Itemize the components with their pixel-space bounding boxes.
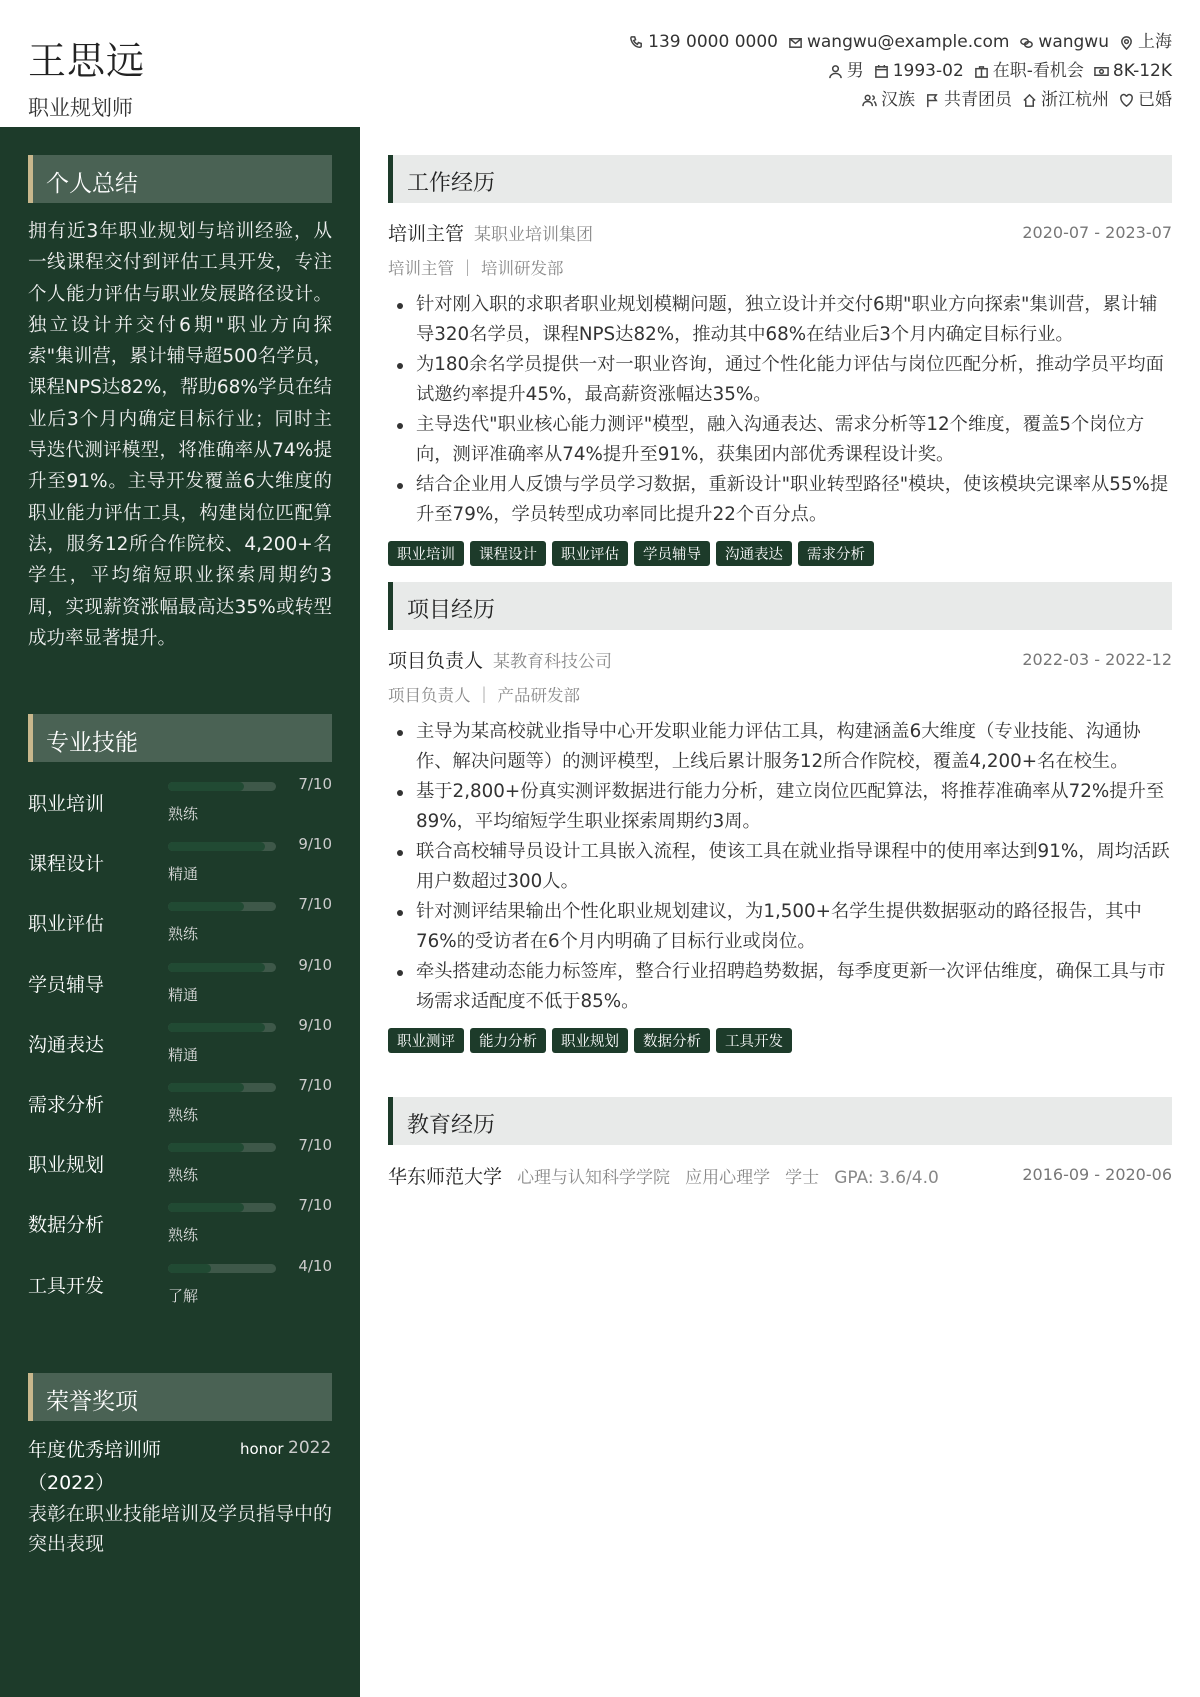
resume-header: [0, 0, 1200, 127]
skill-item: [28, 956, 332, 1016]
skill-bar: [168, 1203, 276, 1212]
skill-bar-fill: [168, 1023, 265, 1032]
skill-tag: 沟通表达: [716, 541, 792, 566]
skill-item: [28, 775, 332, 835]
contact-info: [629, 28, 1172, 115]
skill-tag: 学员辅导: [634, 541, 710, 566]
honor-name: 年度优秀培训师（2022）: [28, 1439, 162, 1494]
education-heading: 教育经历: [388, 1097, 1172, 1145]
email-item: wangwu@example.com: [788, 28, 1009, 57]
skill-item: [28, 1257, 332, 1317]
birth-item: 1993-02: [874, 57, 964, 86]
skill-level: 熟练: [168, 925, 199, 944]
bullet-item: 主导为某高校就业指导中心开发职业能力评估工具，构建涵盖6大维度（专业技能、沟通协作、解决问题等）的测评模型，上线后累计服务12所合作院校，覆盖4,200+名在校生。: [416, 717, 1172, 777]
project-tags: [388, 1028, 1172, 1053]
people-icon: [862, 93, 877, 108]
skill-level: 熟练: [168, 1226, 199, 1245]
mail-icon: [788, 35, 803, 50]
project-role: 项目负责人: [388, 650, 484, 672]
skill-bar-fill: [168, 963, 265, 972]
skill-score: 7/10: [298, 1076, 332, 1094]
status-item: 在职-看机会: [974, 57, 1084, 86]
money-icon: [1094, 64, 1109, 79]
heart-icon: [1119, 93, 1134, 108]
skill-score: 7/10: [298, 1136, 332, 1155]
project-department: 项目负责人 ｜ 产品研发部: [388, 686, 580, 705]
skill-bar-fill: [168, 1264, 211, 1273]
skill-bar: [168, 842, 276, 851]
bullet-item: 基于2,800+份真实测评数据进行能力分析，建立岗位匹配算法，将推荐准确率从72%提升至89%，平均缩短学生职业探索周期约3周。: [416, 777, 1172, 837]
wechat-icon: [1019, 35, 1034, 50]
skill-tag: 能力分析: [470, 1028, 546, 1053]
home-icon: [1022, 93, 1037, 108]
skill-name: 学员辅导: [28, 973, 105, 996]
bullet-item: 为180余名学员提供一对一职业咨询，通过个性化能力评估与岗位匹配分析，推动学员平均面试邀约率提升45%，最高薪资涨幅达35%。: [416, 350, 1172, 410]
skill-score: 9/10: [298, 955, 332, 974]
skill-level: 精通: [168, 1045, 199, 1064]
skill-bar: [168, 782, 276, 791]
phone-item: 139 0000 0000: [629, 28, 778, 57]
skill-item: [28, 895, 332, 955]
honor-tag: honor: [240, 1440, 284, 1458]
wechat-item: wangwu: [1019, 28, 1109, 57]
work-heading: 工作经历: [388, 155, 1172, 203]
project-entry: [388, 646, 1172, 1053]
summary-heading: 个人总结: [28, 155, 332, 203]
skill-level: 熟练: [168, 805, 199, 823]
political-item: 共青团员: [925, 86, 1012, 115]
calendar-icon: [874, 64, 889, 79]
project-bullets: [388, 717, 1172, 1017]
skill-tag: 职业规划: [552, 1028, 628, 1053]
skill-tag: 职业培训: [388, 541, 464, 566]
skill-tag: 职业测评: [388, 1028, 464, 1053]
person-icon: [828, 64, 843, 79]
skill-bar: [168, 1023, 276, 1032]
edu-gpa: GPA: 3.6/4.0: [834, 1168, 939, 1188]
skill-name: 职业培训: [28, 793, 105, 815]
bullet-item: 结合企业用人反馈与学员学习数据，重新设计"职业转型路径"模块，使该模块完课率从55%提升至79%，学员转型成功率同比提升22个百分点。: [416, 470, 1172, 530]
city-item: 上海: [1119, 28, 1172, 57]
skill-bar-fill: [168, 1143, 244, 1152]
work-tags: [388, 541, 1172, 566]
skill-tag: 需求分析: [798, 541, 874, 566]
edu-major: 应用心理学: [685, 1168, 771, 1188]
skill-score: 7/10: [298, 895, 332, 914]
skill-level: 精通: [168, 985, 199, 1004]
skill-score: 9/10: [298, 835, 332, 854]
edu-college: 心理与认知科学学院: [517, 1168, 671, 1188]
honors-heading: 荣誉奖项: [28, 1373, 332, 1421]
project-company: 某教育科技公司: [493, 652, 613, 672]
skill-item: [28, 1136, 332, 1196]
candidate-name: 王思远: [28, 39, 146, 83]
skill-level: 精通: [168, 865, 199, 884]
bullet-item: 牵头搭建动态能力标签库，整合行业招聘趋势数据，每季度更新一次评估维度，确保工具与市场需求适配度不低于85%。: [416, 957, 1172, 1017]
skill-item: [28, 1016, 332, 1076]
skill-level: 了解: [168, 1286, 199, 1305]
salary-item: 8K-12K: [1094, 57, 1172, 86]
skill-bar: [168, 1083, 276, 1092]
sidebar: [0, 127, 360, 1697]
skill-bar-fill: [168, 782, 244, 791]
honor-description: 表彰在职业技能培训及学员指导中的突出表现: [28, 1503, 333, 1555]
skill-item: [28, 835, 332, 895]
project-heading: 项目经历: [388, 582, 1172, 630]
skills-heading: 专业技能: [28, 714, 332, 762]
skill-tag: 职业评估: [552, 541, 628, 566]
skill-tag: 课程设计: [470, 541, 546, 566]
location-pin-icon: [1119, 35, 1134, 50]
ethnicity-item: 汉族: [862, 86, 915, 115]
skill-name: 数据分析: [28, 1214, 105, 1237]
skill-name: 工具开发: [28, 1274, 105, 1297]
skill-bar-fill: [168, 902, 244, 911]
skill-score: 4/10: [298, 1256, 332, 1275]
flag-icon: [925, 93, 940, 108]
bullet-item: 针对刚入职的求职者职业规划模糊问题，独立设计并交付6期"职业方向探索"集训营，累计辅导320名学员，课程NPS达82%，推动其中68%在结业后3个月内确定目标行业。: [416, 290, 1172, 350]
skill-name: 需求分析: [28, 1094, 105, 1116]
job-title: 职业规划师: [28, 96, 133, 120]
skill-tag: 工具开发: [716, 1028, 792, 1053]
summary-text: 拥有近3年职业规划与培训经验，从一线课程交付到评估工具开发，专注个人能力评估与职业发展路径设计。独立设计并交付6期"职业方向探索"集训营，累计辅导超500名学员，课程NPS达82%，帮助68%学员在结业后3个月内确定目标行业；同时主导迭代测评模型，将准确率从74%提升至91%。主导开发覆盖6大维度的职业能力评估工具，构建岗位匹配算法，服务12所合作院校、4,200+名学生，平均缩短职业探索周期约3周，实现薪资涨幅最高达35%或转型成功率显著提升。: [28, 221, 332, 649]
work-department: 培训主管 ｜ 培训研发部: [388, 259, 564, 278]
work-company: 某职业培训集团: [474, 225, 594, 245]
skill-level: 熟练: [168, 1106, 199, 1124]
skill-score: 9/10: [298, 1015, 332, 1034]
edu-school: 华东师范大学: [388, 1166, 503, 1188]
hometown-item: 浙江杭州: [1022, 86, 1109, 115]
work-entry: [388, 219, 1172, 566]
skill-name: 职业评估: [28, 913, 105, 936]
skill-bar: [168, 1264, 276, 1273]
skill-name: 沟通表达: [28, 1033, 105, 1056]
skill-bar-fill: [168, 842, 265, 851]
skill-score: 7/10: [298, 1196, 332, 1215]
skill-name: 课程设计: [28, 853, 105, 876]
education-entry: [388, 1162, 1172, 1189]
work-bullets: [388, 290, 1172, 530]
work-role: 培训主管: [388, 223, 465, 245]
honor-year: 2022: [288, 1438, 332, 1458]
skill-level: 熟练: [168, 1166, 199, 1185]
gender-item: 男: [828, 57, 864, 86]
work-date: 2020-07 - 2023-07: [1022, 223, 1172, 242]
edu-date: 2016-09 - 2020-06: [1022, 1165, 1172, 1184]
skill-bar: [168, 1143, 276, 1152]
skill-bar: [168, 963, 276, 972]
skill-item: [28, 1076, 332, 1136]
skill-tag: 数据分析: [634, 1028, 710, 1053]
skill-bar: [168, 902, 276, 911]
project-date: 2022-03 - 2022-12: [1022, 650, 1172, 669]
phone-icon: [629, 35, 644, 50]
bullet-item: 主导迭代"职业核心能力测评"模型，融入沟通表达、需求分析等12个维度，覆盖5个岗位方向，测评准确率从74%提升至91%，获集团内部优秀课程设计奖。: [416, 410, 1172, 470]
marital-item: 已婚: [1119, 86, 1172, 115]
skill-bar-fill: [168, 1083, 244, 1092]
skill-name: 职业规划: [28, 1154, 105, 1177]
skill-bar-fill: [168, 1203, 244, 1212]
edu-degree: 学士: [785, 1168, 820, 1188]
skill-item: [28, 1196, 332, 1256]
briefcase-icon: [974, 64, 989, 79]
bullet-item: 联合高校辅导员设计工具嵌入流程，使该工具在就业指导课程中的使用率达到91%，周均活跃用户数超过300人。: [416, 837, 1172, 897]
skill-score: 7/10: [298, 775, 332, 793]
bullet-item: 针对测评结果输出个性化职业规划建议，为1,500+名学生提供数据驱动的路径报告，其中76%的受访者在6个月内明确了目标行业或岗位。: [416, 897, 1172, 957]
